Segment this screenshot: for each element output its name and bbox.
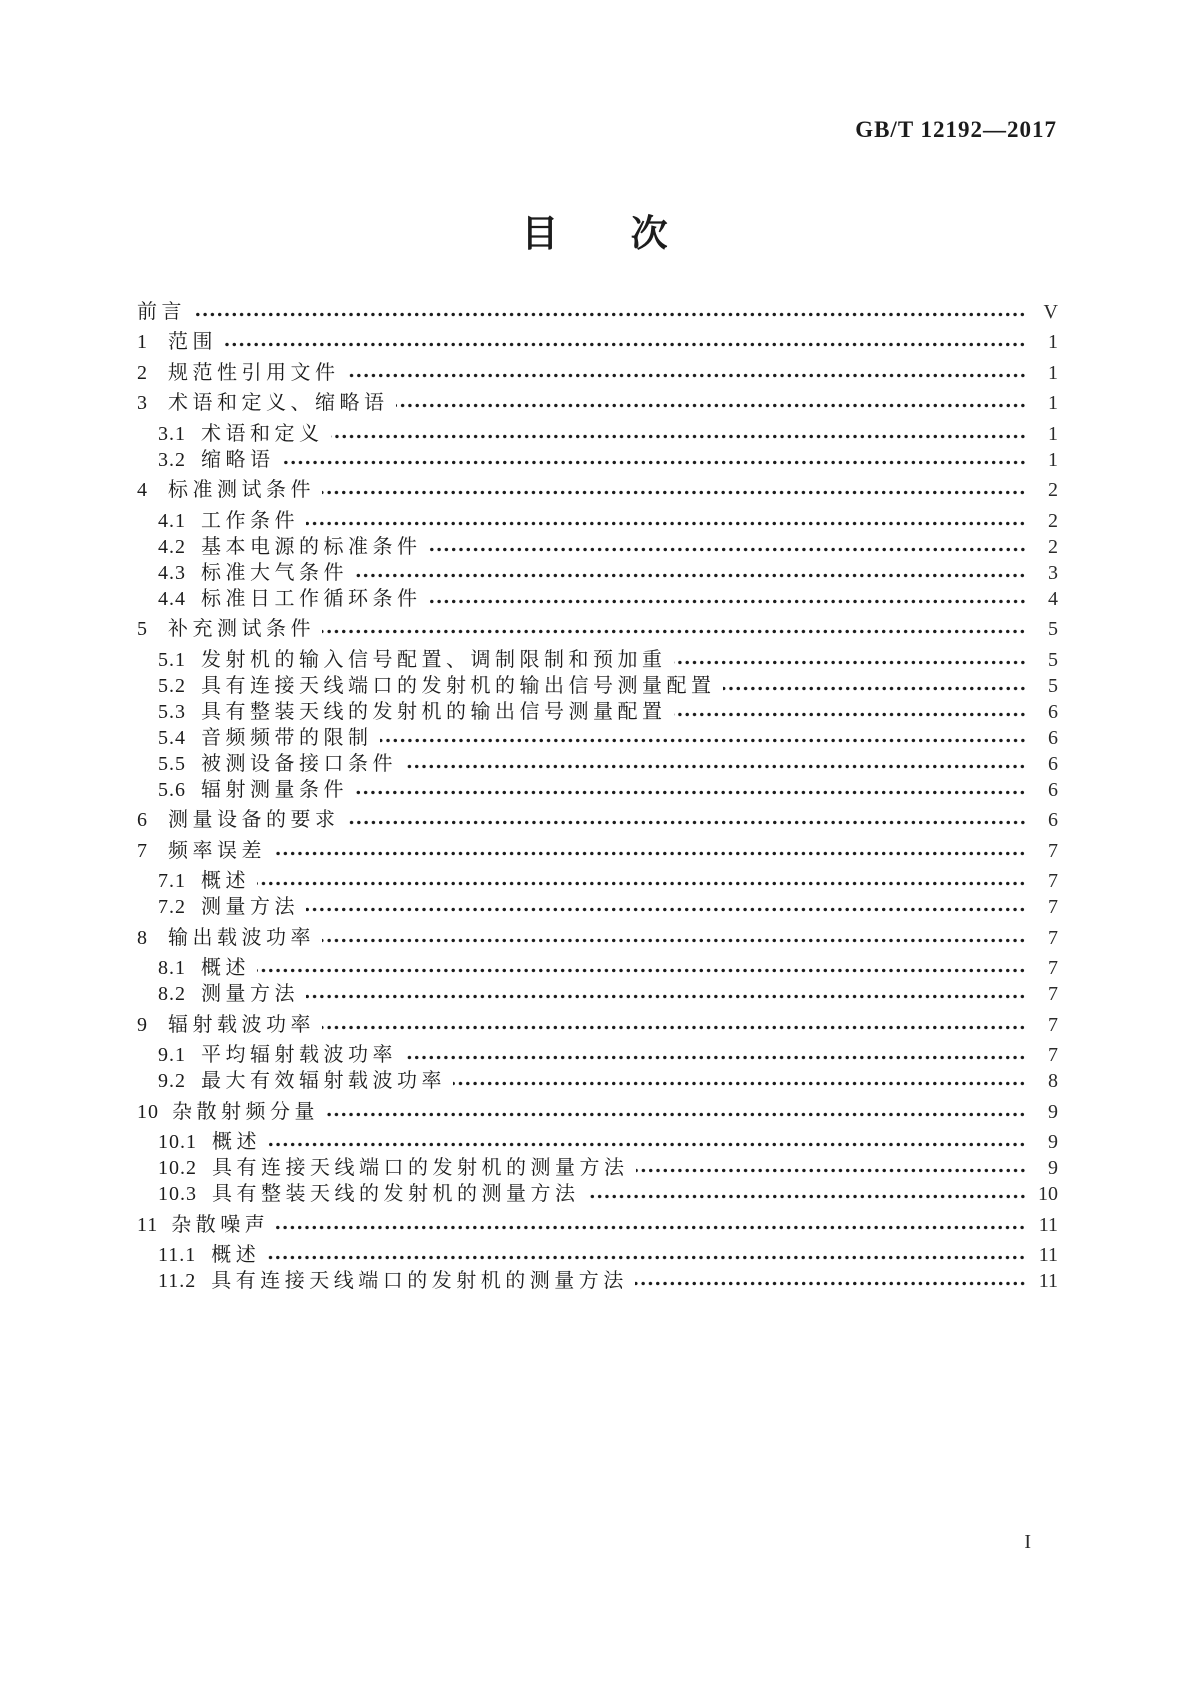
toc-entry-number: 10.1 — [158, 1131, 197, 1153]
toc-entry — [137, 449, 1058, 472]
toc-entry-label: 输出载波功率 — [168, 926, 315, 949]
toc-entry-number: 9.1 — [158, 1044, 186, 1066]
toc-entry-page: 6 — [1048, 752, 1058, 775]
dot-leader — [429, 596, 1027, 607]
toc-entry-number: 5.1 — [158, 648, 186, 671]
dot-leader — [355, 787, 1026, 798]
dot-leader — [404, 761, 1026, 772]
toc-entry — [137, 840, 1058, 863]
toc-entry — [137, 510, 1058, 533]
toc-entry-label: 具有整装天线的发射机的测量方法 — [212, 1183, 580, 1205]
toc-entry-label: 范围 — [168, 331, 217, 353]
toc-entry — [137, 1214, 1058, 1237]
toc-entry-page: 9 — [1048, 1100, 1058, 1123]
toc-entry-label: 标准测试条件 — [168, 479, 315, 501]
dot-leader — [404, 1052, 1026, 1063]
toc-entry-number: 3 — [137, 392, 148, 414]
toc-entry-page: 5 — [1048, 648, 1058, 671]
toc-entry-number: 1 — [137, 331, 148, 353]
dot-leader — [268, 1139, 1026, 1150]
toc-entry-number: 11.2 — [158, 1270, 197, 1292]
toc-entry-label: 最大有效辐射载波功率 — [201, 1070, 446, 1092]
dot-leader — [257, 965, 1026, 976]
toc-entry-page: 7 — [1048, 839, 1058, 862]
toc-entry-number: 4.3 — [158, 561, 186, 584]
toc-entry — [137, 727, 1058, 750]
standard-code: GB/T 12192—2017 — [855, 117, 1057, 142]
toc-entry-label: 前言 — [137, 300, 186, 323]
toc-entry-label: 辐射测量条件 — [201, 778, 348, 801]
dot-leader — [331, 431, 1027, 442]
toc-entry-label: 标准日工作循环条件 — [201, 587, 422, 610]
toc-entry-page: 1 — [1048, 331, 1058, 353]
toc-entry — [137, 301, 1058, 324]
dot-leader — [322, 1022, 1026, 1033]
dot-leader — [453, 1078, 1026, 1089]
toc-entry — [137, 479, 1058, 502]
toc-entry-page: 3 — [1048, 561, 1058, 584]
toc-entry-page: 6 — [1048, 778, 1058, 801]
toc-entry — [137, 1101, 1058, 1124]
toc-entry — [137, 870, 1058, 893]
toc-entry — [137, 423, 1058, 446]
toc-entry — [137, 362, 1058, 385]
toc-entry-label: 工作条件 — [201, 509, 299, 532]
toc-entry-page: 4 — [1048, 587, 1058, 610]
toc-entry-page: 1 — [1048, 392, 1058, 414]
toc-entry-label: 术语和定义、缩略语 — [168, 392, 389, 414]
dot-leader — [429, 544, 1027, 555]
dot-leader — [347, 817, 1027, 828]
toc-entry — [137, 562, 1058, 585]
dot-leader — [322, 935, 1026, 946]
toc-entry — [137, 618, 1058, 641]
toc-entry-page: 1 — [1048, 448, 1058, 471]
toc-entry — [137, 675, 1058, 698]
table-of-contents — [137, 293, 1058, 1296]
dot-leader — [306, 518, 1026, 529]
toc-entry — [137, 1244, 1058, 1267]
toc-entry-page: 8 — [1048, 1070, 1058, 1092]
toc-entry-label: 音频频带的限制 — [201, 726, 373, 749]
toc-entry-page: 7 — [1048, 957, 1058, 979]
toc-entry-label: 测量设备的要求 — [168, 809, 340, 831]
toc-entry-number: 5.6 — [158, 778, 186, 801]
dot-leader — [380, 735, 1027, 746]
toc-entry-label: 概述 — [211, 1244, 261, 1266]
toc-entry-label: 被测设备接口条件 — [201, 752, 397, 775]
toc-entry-label: 频率误差 — [168, 839, 266, 862]
toc-entry-number: 5.2 — [158, 674, 186, 697]
toc-entry-number: 5.3 — [158, 700, 186, 723]
toc-entry-number: 2 — [137, 361, 148, 384]
toc-entry-page: 2 — [1048, 535, 1058, 558]
toc-entry-page: 11 — [1038, 1213, 1058, 1236]
dot-leader — [347, 370, 1027, 381]
toc-entry-label: 术语和定义 — [201, 422, 324, 445]
toc-entry-number: 10.2 — [158, 1157, 197, 1179]
toc-entry-label: 概述 — [212, 1131, 261, 1153]
toc-entry-label: 概述 — [201, 870, 250, 892]
toc-entry-page: 1 — [1048, 422, 1058, 445]
toc-entry — [137, 649, 1058, 672]
toc-entry — [137, 896, 1058, 919]
toc-entry-number: 10.3 — [158, 1183, 197, 1205]
dot-leader — [276, 1222, 1026, 1233]
dot-leader — [267, 1252, 1026, 1263]
toc-entry-number: 8.1 — [158, 957, 186, 979]
dot-leader — [322, 626, 1026, 637]
toc-entry-number: 4.2 — [158, 535, 186, 558]
dot-leader — [224, 339, 1026, 350]
toc-entry-label: 测量方法 — [201, 983, 299, 1005]
toc-entry-label: 平均辐射载波功率 — [201, 1044, 397, 1066]
toc-entry-label: 杂散射频分量 — [172, 1100, 319, 1123]
dot-leader — [396, 400, 1027, 411]
toc-entry-label: 具有连接天线端口的发射机的输出信号测量配置 — [201, 674, 716, 697]
toc-entry-page: 11 — [1038, 1244, 1058, 1266]
toc-entry — [137, 1070, 1058, 1093]
toc-entry-label: 规范性引用文件 — [168, 361, 340, 384]
toc-entry-page: 7 — [1048, 896, 1058, 918]
toc-entry — [137, 983, 1058, 1006]
toc-entry-page: 6 — [1048, 809, 1058, 831]
toc-entry-number: 5.4 — [158, 726, 186, 749]
toc-entry-page: 1 — [1048, 361, 1058, 384]
toc-entry — [137, 1014, 1058, 1037]
toc-entry — [137, 1183, 1058, 1206]
toc-entry-label: 辐射载波功率 — [168, 1013, 315, 1036]
toc-entry-label: 概述 — [201, 957, 250, 979]
toc-entry-label: 标准大气条件 — [201, 561, 348, 584]
toc-entry-label: 具有连接天线端口的发射机的测量方法 — [211, 1270, 628, 1292]
toc-entry — [137, 809, 1058, 832]
toc-entry-page: 9 — [1048, 1131, 1058, 1153]
toc-entry — [137, 1131, 1058, 1154]
toc-entry-page: V — [1043, 300, 1058, 323]
toc-entry-number: 7.1 — [158, 870, 186, 892]
toc-entry-page: 9 — [1048, 1157, 1058, 1179]
dot-leader — [322, 487, 1026, 498]
dot-leader — [723, 683, 1027, 694]
toc-entry-label: 具有连接天线端口的发射机的测量方法 — [212, 1157, 629, 1179]
dot-leader — [273, 848, 1026, 859]
toc-entry-number: 5 — [137, 618, 148, 640]
toc-entry-number: 7 — [137, 839, 148, 862]
toc-entry — [137, 753, 1058, 776]
toc-entry-number: 9 — [137, 1013, 148, 1036]
toc-entry-label: 基本电源的标准条件 — [201, 535, 422, 558]
toc-entry — [137, 1157, 1058, 1180]
toc-entry — [137, 392, 1058, 415]
toc-entry-number: 8 — [137, 926, 148, 949]
toc-entry-page: 6 — [1048, 726, 1058, 749]
toc-entry — [137, 588, 1058, 611]
dot-leader — [282, 457, 1027, 468]
toc-entry-page: 7 — [1048, 1013, 1058, 1036]
toc-entry-number: 3.2 — [158, 448, 186, 471]
toc-entry-number: 3.1 — [158, 422, 186, 445]
page-title: 目 次 — [521, 213, 670, 254]
dot-leader — [635, 1278, 1026, 1289]
toc-entry-page: 2 — [1048, 479, 1058, 501]
toc-entry-page: 2 — [1048, 509, 1058, 532]
toc-entry-number: 4.1 — [158, 509, 186, 532]
toc-entry-page: 5 — [1048, 674, 1058, 697]
dot-leader — [257, 878, 1026, 889]
toc-entry-number: 4.4 — [158, 587, 186, 610]
toc-entry-label: 杂散噪声 — [171, 1213, 270, 1236]
dot-leader — [674, 657, 1027, 668]
toc-entry-page: 11 — [1038, 1270, 1058, 1292]
dot-leader — [306, 904, 1026, 915]
toc-entry-page: 10 — [1038, 1183, 1058, 1205]
toc-entry-page: 7 — [1048, 1044, 1058, 1066]
toc-entry-page: 7 — [1048, 870, 1058, 892]
toc-entry — [137, 701, 1058, 724]
toc-entry-number: 11 — [137, 1213, 159, 1236]
toc-entry — [137, 331, 1058, 354]
toc-entry-label: 缩略语 — [201, 448, 275, 471]
dot-leader — [326, 1109, 1026, 1120]
toc-entry — [137, 1270, 1058, 1293]
toc-entry — [137, 536, 1058, 559]
dot-leader — [355, 570, 1026, 581]
toc-entry-number: 5.5 — [158, 752, 186, 775]
toc-entry-number: 4 — [137, 479, 148, 501]
toc-entry-page: 7 — [1048, 926, 1058, 949]
toc-entry-page: 5 — [1048, 618, 1058, 640]
toc-entry — [137, 957, 1058, 980]
toc-entry-number: 6 — [137, 809, 148, 831]
toc-entry-label: 补充测试条件 — [168, 618, 315, 640]
toc-entry-number: 7.2 — [158, 896, 186, 918]
toc-entry-number: 9.2 — [158, 1070, 186, 1092]
dot-leader — [674, 709, 1027, 720]
toc-entry-label: 具有整装天线的发射机的输出信号测量配置 — [201, 700, 667, 723]
toc-entry-number: 11.1 — [158, 1244, 197, 1266]
toc-entry — [137, 779, 1058, 802]
toc-entry-label: 测量方法 — [201, 896, 299, 918]
toc-entry — [137, 927, 1058, 950]
dot-leader — [193, 309, 1026, 320]
toc-entry — [137, 1044, 1058, 1067]
toc-entry-page: 6 — [1048, 700, 1058, 723]
toc-entry-number: 8.2 — [158, 983, 186, 1005]
dot-leader — [636, 1165, 1027, 1176]
toc-entry-page: 7 — [1048, 983, 1058, 1005]
toc-entry-number: 10 — [137, 1100, 159, 1123]
toc-entry-label: 发射机的输入信号配置、调制限制和预加重 — [201, 648, 667, 671]
dot-leader — [306, 991, 1026, 1002]
footer-page-number: I — [1024, 1531, 1031, 1553]
dot-leader — [587, 1191, 1027, 1202]
